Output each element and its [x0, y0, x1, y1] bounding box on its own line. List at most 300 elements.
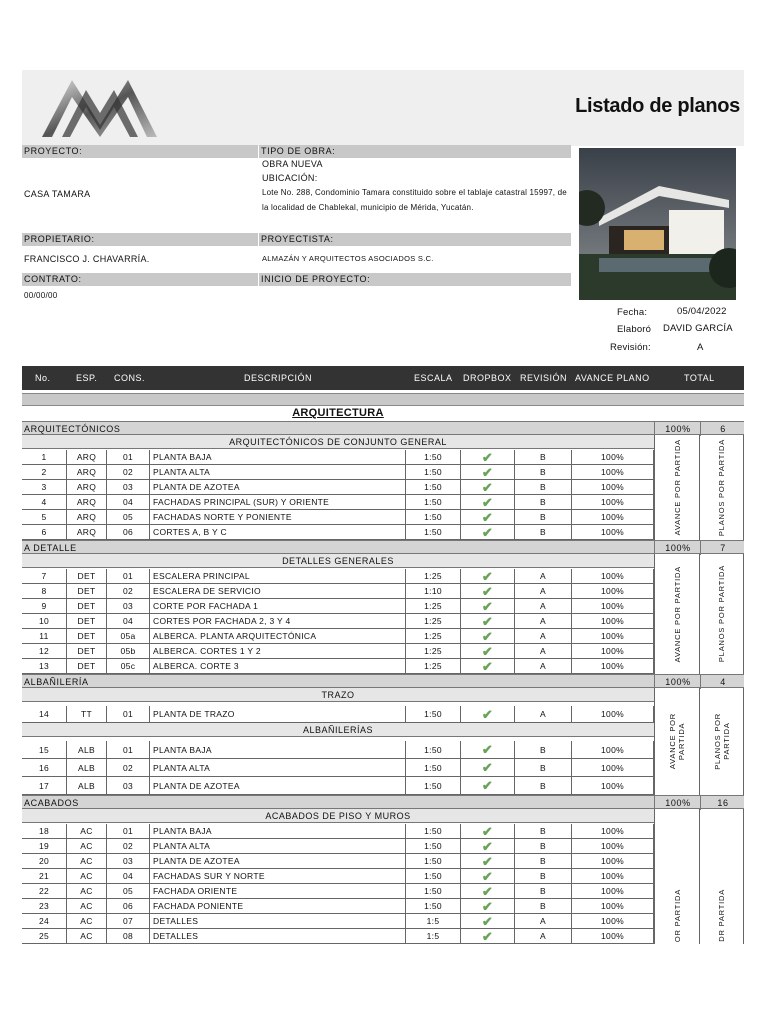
cell-esp: DET — [67, 599, 107, 613]
table-row[interactable] — [22, 777, 654, 795]
cell-cons: 05a — [107, 629, 150, 643]
checkmark-icon: ✔ — [481, 898, 494, 914]
checkmark-icon: ✔ — [481, 524, 494, 540]
cell-scale: 1:5 — [406, 929, 461, 943]
cell-scale: 1:25 — [406, 599, 461, 613]
category-name: ACABADOS — [24, 798, 79, 808]
checkmark-icon: ✔ — [481, 479, 494, 495]
cell-revision: B — [515, 824, 572, 838]
cell-esp: ALB — [67, 741, 107, 758]
cell-cons: 04 — [107, 614, 150, 628]
cell-description: PLANTA ALTA — [150, 465, 406, 479]
cell-revision: B — [515, 741, 572, 758]
cell-cons: 05b — [107, 644, 150, 658]
vertical-label-line: PLANOS POR — [712, 713, 722, 770]
table-row[interactable] — [22, 899, 654, 914]
category-name: A DETALLE — [24, 543, 77, 553]
cell-scale: 1:50 — [406, 465, 461, 479]
cell-description: PLANTA BAJA — [150, 450, 406, 464]
checkmark-icon: ✔ — [481, 823, 494, 839]
section-title: ARQUITECTURA — [292, 407, 384, 419]
designer-value: ALMAZÁN Y ARQUITECTOS ASOCIADOS S.C. — [262, 254, 434, 263]
checkmark-icon: ✔ — [481, 494, 494, 510]
cell-plan-progress: 100% — [572, 629, 654, 643]
cell-dropbox — [461, 929, 515, 943]
col-plan-progress: AVANCE PLANO — [575, 373, 650, 383]
cell-no: 11 — [22, 629, 67, 643]
designer-label: PROYECTISTA: — [259, 233, 571, 246]
checkmark-icon: ✔ — [481, 838, 494, 854]
cell-no: 25 — [22, 929, 67, 943]
cell-no: 3 — [22, 480, 67, 494]
cell-description: PLANTA DE TRAZO — [150, 706, 406, 722]
cell-description: ALBERCA. PLANTA ARQUITECTÓNICA — [150, 629, 406, 643]
cell-esp: DET — [67, 569, 107, 583]
cell-dropbox — [461, 450, 515, 464]
cell-dropbox — [461, 599, 515, 613]
cell-scale: 1:50 — [406, 899, 461, 913]
cell-esp: ALB — [67, 777, 107, 794]
cell-description: PLANTA ALTA — [150, 759, 406, 776]
table-row[interactable] — [22, 584, 654, 599]
cell-cons: 01 — [107, 706, 150, 722]
cell-esp: AC — [67, 839, 107, 853]
cell-scale: 1:50 — [406, 854, 461, 868]
cell-scale: 1:50 — [406, 741, 461, 758]
cell-dropbox — [461, 614, 515, 628]
table-row[interactable] — [22, 450, 654, 465]
cell-plan-progress: 100% — [572, 644, 654, 658]
cell-esp: ARQ — [67, 465, 107, 479]
cell-dropbox — [461, 629, 515, 643]
cell-description: FACHADAS SUR Y NORTE — [150, 869, 406, 883]
cell-cons: 08 — [107, 929, 150, 943]
project-start-label: INICIO DE PROYECTO: — [259, 273, 571, 286]
prepared-by-value: DAVID GARCÍA — [663, 323, 733, 334]
cell-description: PLANTA DE AZOTEA — [150, 854, 406, 868]
cell-scale: 1:25 — [406, 644, 461, 658]
category-row — [22, 540, 744, 554]
cell-esp: DET — [67, 584, 107, 598]
cell-no: 7 — [22, 569, 67, 583]
work-type-label: TIPO DE OBRA: — [259, 145, 571, 158]
company-logo — [42, 75, 157, 140]
cell-description: ALBERCA. CORTE 3 — [150, 659, 406, 673]
cell-dropbox — [461, 495, 515, 509]
cell-cons: 03 — [107, 854, 150, 868]
cell-cons: 07 — [107, 914, 150, 928]
category-progress-vertical-label — [654, 688, 700, 795]
cell-scale: 1:50 — [406, 824, 461, 838]
checkmark-icon: ✔ — [481, 778, 494, 793]
table-row[interactable] — [22, 839, 654, 854]
table-row[interactable] — [22, 759, 654, 777]
cell-plan-progress: 100% — [572, 584, 654, 598]
cell-revision: B — [515, 525, 572, 539]
cell-cons: 02 — [107, 759, 150, 776]
cell-dropbox — [461, 759, 515, 776]
cell-dropbox — [461, 777, 515, 794]
checkmark-icon: ✔ — [481, 628, 494, 644]
cell-dropbox — [461, 869, 515, 883]
cell-plan-progress: 100% — [572, 777, 654, 794]
checkmark-icon: ✔ — [481, 449, 494, 465]
cell-scale: 1:50 — [406, 884, 461, 898]
category-count: 7 — [700, 541, 745, 555]
cell-esp: DET — [67, 659, 107, 673]
cell-scale: 1:5 — [406, 914, 461, 928]
cell-revision: B — [515, 884, 572, 898]
cell-plan-progress: 100% — [572, 569, 654, 583]
cell-plan-progress: 100% — [572, 599, 654, 613]
cell-revision: B — [515, 777, 572, 794]
table-row[interactable] — [22, 614, 654, 629]
cell-plan-progress: 100% — [572, 480, 654, 494]
cell-no: 14 — [22, 706, 67, 722]
cell-cons: 03 — [107, 599, 150, 613]
cell-esp: AC — [67, 854, 107, 868]
category-plans-vertical-label: PLANOS POR PARTIDA — [700, 435, 744, 540]
table-row[interactable] — [22, 569, 654, 584]
cell-plan-progress: 100% — [572, 759, 654, 776]
cell-dropbox — [461, 824, 515, 838]
cell-dropbox — [461, 510, 515, 524]
cell-cons: 01 — [107, 569, 150, 583]
cell-scale: 1:25 — [406, 659, 461, 673]
checkmark-icon: ✔ — [481, 509, 494, 525]
cell-esp: ARQ — [67, 525, 107, 539]
cell-revision: A — [515, 629, 572, 643]
checkmark-icon: ✔ — [481, 742, 494, 757]
cell-no: 18 — [22, 824, 67, 838]
cell-no: 20 — [22, 854, 67, 868]
cell-revision: A — [515, 914, 572, 928]
cell-no: 4 — [22, 495, 67, 509]
checkmark-icon: ✔ — [481, 913, 494, 929]
cell-dropbox — [461, 480, 515, 494]
cell-cons: 05 — [107, 510, 150, 524]
cell-dropbox — [461, 584, 515, 598]
table-row[interactable] — [22, 884, 654, 899]
category-plans-vertical-label: DR PARTIDA — [700, 809, 744, 944]
col-esp: ESP. — [76, 373, 98, 383]
cell-plan-progress: 100% — [572, 884, 654, 898]
vertical-label-line: PARTIDA — [677, 722, 686, 761]
table-row[interactable] — [22, 480, 654, 495]
cell-plan-progress: 100% — [572, 495, 654, 509]
table-row[interactable] — [22, 495, 654, 510]
prepared-by-label: Elaboró — [617, 324, 652, 335]
col-dropbox: DROPBOX — [463, 373, 512, 383]
table-row[interactable] — [22, 644, 654, 659]
cell-revision: B — [515, 759, 572, 776]
cell-plan-progress: 100% — [572, 824, 654, 838]
cell-esp: DET — [67, 614, 107, 628]
cell-scale: 1:25 — [406, 569, 461, 583]
top-banner — [22, 70, 744, 146]
cell-description: FACHADAS PRINCIPAL (SUR) Y ORIENTE — [150, 495, 406, 509]
category-count: 4 — [700, 675, 745, 689]
category-plans-vertical-label — [700, 688, 744, 795]
cell-description: CORTES POR FACHADA 2, 3 Y 4 — [150, 614, 406, 628]
vertical-label-line: AVANCE POR — [668, 713, 677, 770]
cell-plan-progress: 100% — [572, 869, 654, 883]
cell-dropbox — [461, 465, 515, 479]
cell-no: 16 — [22, 759, 67, 776]
category-progress-vertical-label: AVANCE POR PARTIDA — [654, 554, 700, 674]
category-progress-vertical-label: AVANCE POR PARTIDA — [654, 435, 700, 540]
cell-dropbox — [461, 525, 515, 539]
section-band — [22, 393, 744, 406]
cell-no: 1 — [22, 450, 67, 464]
cell-esp: AC — [67, 914, 107, 928]
cell-revision: A — [515, 929, 572, 943]
cell-description: CORTES A, B Y C — [150, 525, 406, 539]
project-label: PROYECTO: — [22, 145, 258, 158]
checkmark-icon: ✔ — [481, 928, 494, 944]
cell-cons: 01 — [107, 824, 150, 838]
checkmark-icon: ✔ — [481, 658, 494, 674]
cell-dropbox — [461, 839, 515, 853]
cell-esp: DET — [67, 644, 107, 658]
table-row[interactable] — [22, 525, 654, 540]
cell-revision: A — [515, 614, 572, 628]
category-progress: 100% — [654, 422, 701, 436]
cell-dropbox — [461, 884, 515, 898]
cell-revision: B — [515, 839, 572, 853]
category-row — [22, 421, 744, 435]
cell-scale: 1:50 — [406, 510, 461, 524]
subgroup-row: DETALLES GENERALES — [22, 554, 654, 568]
cell-scale: 1:50 — [406, 759, 461, 776]
table-row[interactable] — [22, 824, 654, 839]
cell-no: 12 — [22, 644, 67, 658]
cell-esp: ARQ — [67, 510, 107, 524]
table-row[interactable] — [22, 510, 654, 525]
checkmark-icon: ✔ — [481, 760, 494, 775]
checkmark-icon: ✔ — [481, 706, 494, 722]
table-row[interactable] — [22, 854, 654, 869]
col-revision: REVISIÓN — [520, 373, 568, 383]
owner-value: FRANCISCO J. CHAVARRÍA. — [24, 254, 150, 264]
cell-esp: DET — [67, 629, 107, 643]
checkmark-icon: ✔ — [481, 883, 494, 899]
subgroup-row: TRAZO — [22, 688, 654, 702]
cell-no: 22 — [22, 884, 67, 898]
col-scale: ESCALA — [414, 373, 453, 383]
category-count: 6 — [700, 422, 745, 436]
cell-esp: TT — [67, 706, 107, 722]
cell-no: 21 — [22, 869, 67, 883]
contract-value: 00/00/00 — [24, 291, 58, 300]
category-plans-vertical-label: PLANOS POR PARTIDA — [700, 554, 744, 674]
cell-revision: A — [515, 584, 572, 598]
cell-revision: A — [515, 659, 572, 673]
cell-scale: 1:50 — [406, 525, 461, 539]
subgroup-row: ALBAÑILERÍAS — [22, 723, 654, 737]
cell-esp: AC — [67, 824, 107, 838]
cell-plan-progress: 100% — [572, 839, 654, 853]
cell-no: 2 — [22, 465, 67, 479]
cell-dropbox — [461, 569, 515, 583]
cell-scale: 1:25 — [406, 629, 461, 643]
document-title: Listado de planos — [575, 95, 740, 117]
table-row[interactable] — [22, 706, 654, 723]
cell-description: CORTE POR FACHADA 1 — [150, 599, 406, 613]
cell-revision: B — [515, 869, 572, 883]
cell-description: ESCALERA DE SERVICIO — [150, 584, 406, 598]
cell-dropbox — [461, 899, 515, 913]
cell-esp: ALB — [67, 759, 107, 776]
cell-description: ALBERCA. CORTES 1 Y 2 — [150, 644, 406, 658]
table-row[interactable] — [22, 914, 654, 929]
cell-no: 5 — [22, 510, 67, 524]
revision-label: Revisión: — [610, 342, 651, 353]
table-header — [22, 366, 744, 390]
cell-description: DETALLES — [150, 929, 406, 943]
cell-cons: 03 — [107, 777, 150, 794]
checkmark-icon: ✔ — [481, 583, 494, 599]
category-name: ALBAÑILERÍA — [24, 677, 89, 687]
cell-scale: 1:50 — [406, 839, 461, 853]
location-label: UBICACIÓN: — [262, 173, 318, 183]
cell-no: 15 — [22, 741, 67, 758]
category-progress-vertical-label: OR PARTIDA — [654, 809, 700, 944]
owner-label: PROPIETARIO: — [22, 233, 258, 246]
cell-plan-progress: 100% — [572, 929, 654, 943]
category-progress: 100% — [654, 675, 701, 689]
cell-plan-progress: 100% — [572, 659, 654, 673]
subgroup-row: ARQUITECTÓNICOS DE CONJUNTO GENERAL — [22, 435, 654, 449]
cell-description: PLANTA DE AZOTEA — [150, 777, 406, 794]
location-value: Lote No. 288, Condominio Tamara constituido sobre el tablaje catastral 15997, de la localidad de Chablekal, municipio de Mérida, Yucatán. — [262, 188, 567, 212]
cell-description: PLANTA BAJA — [150, 824, 406, 838]
cell-plan-progress: 100% — [572, 614, 654, 628]
cell-no: 10 — [22, 614, 67, 628]
cell-cons: 02 — [107, 839, 150, 853]
cell-revision: A — [515, 706, 572, 722]
cell-scale: 1:50 — [406, 495, 461, 509]
cell-cons: 02 — [107, 584, 150, 598]
cell-cons: 03 — [107, 480, 150, 494]
category-progress: 100% — [654, 796, 701, 810]
cell-dropbox — [461, 914, 515, 928]
work-type-value: OBRA NUEVA — [262, 159, 323, 169]
col-description: DESCRIPCIÓN — [244, 373, 313, 383]
table-row[interactable] — [22, 869, 654, 884]
col-no: No. — [35, 373, 51, 383]
cell-dropbox — [461, 644, 515, 658]
category-row — [22, 795, 744, 809]
cell-cons: 04 — [107, 495, 150, 509]
cell-esp: ARQ — [67, 480, 107, 494]
cell-revision: A — [515, 569, 572, 583]
cell-no: 9 — [22, 599, 67, 613]
table-row[interactable] — [22, 741, 654, 759]
cell-cons: 01 — [107, 450, 150, 464]
cell-no: 13 — [22, 659, 67, 673]
cell-esp: ARQ — [67, 495, 107, 509]
cell-description: FACHADA ORIENTE — [150, 884, 406, 898]
table-row[interactable] — [22, 465, 654, 480]
category-name: ARQUITECTÓNICOS — [24, 424, 121, 434]
checkmark-icon: ✔ — [481, 598, 494, 614]
table-row[interactable] — [22, 929, 654, 944]
cell-dropbox — [461, 706, 515, 722]
cell-plan-progress: 100% — [572, 854, 654, 868]
cell-no: 23 — [22, 899, 67, 913]
table-row[interactable] — [22, 659, 654, 674]
col-total: TOTAL — [684, 373, 715, 383]
cell-revision: A — [515, 644, 572, 658]
cell-description: PLANTA BAJA — [150, 741, 406, 758]
cell-cons: 06 — [107, 899, 150, 913]
vertical-label-line: PARTIDA — [721, 722, 731, 761]
cell-cons: 04 — [107, 869, 150, 883]
cell-no: 17 — [22, 777, 67, 794]
cell-scale: 1:50 — [406, 450, 461, 464]
cell-no: 24 — [22, 914, 67, 928]
category-count: 16 — [700, 796, 745, 810]
cell-scale: 1:25 — [406, 614, 461, 628]
cell-revision: B — [515, 450, 572, 464]
cell-no: 6 — [22, 525, 67, 539]
cell-revision: B — [515, 465, 572, 479]
cell-description: ESCALERA PRINCIPAL — [150, 569, 406, 583]
cell-revision: B — [515, 495, 572, 509]
cell-dropbox — [461, 741, 515, 758]
cell-plan-progress: 100% — [572, 465, 654, 479]
checkmark-icon: ✔ — [481, 568, 494, 584]
cell-description: PLANTA DE AZOTEA — [150, 480, 406, 494]
cell-cons: 05c — [107, 659, 150, 673]
cell-plan-progress: 100% — [572, 741, 654, 758]
cell-plan-progress: 100% — [572, 914, 654, 928]
cell-dropbox — [461, 854, 515, 868]
cell-plan-progress: 100% — [572, 525, 654, 539]
cell-scale: 1:50 — [406, 777, 461, 794]
cell-scale: 1:10 — [406, 584, 461, 598]
table-row[interactable] — [22, 599, 654, 614]
cell-revision: A — [515, 599, 572, 613]
cell-esp: AC — [67, 869, 107, 883]
cell-scale: 1:50 — [406, 480, 461, 494]
cell-description: FACHADA PONIENTE — [150, 899, 406, 913]
cell-no: 8 — [22, 584, 67, 598]
cell-plan-progress: 100% — [572, 706, 654, 722]
revision-value: A — [697, 342, 704, 353]
cell-esp: ARQ — [67, 450, 107, 464]
cell-cons: 06 — [107, 525, 150, 539]
category-progress: 100% — [654, 541, 701, 555]
cell-revision: B — [515, 899, 572, 913]
subgroup-row: ACABADOS DE PISO Y MUROS — [22, 809, 654, 823]
cell-esp: AC — [67, 884, 107, 898]
cell-revision: B — [515, 480, 572, 494]
cell-revision: B — [515, 510, 572, 524]
category-row — [22, 674, 744, 688]
cell-plan-progress: 100% — [572, 510, 654, 524]
cell-scale: 1:50 — [406, 869, 461, 883]
cell-esp: AC — [67, 899, 107, 913]
cell-revision: B — [515, 854, 572, 868]
table-row[interactable] — [22, 629, 654, 644]
date-label: Fecha: — [617, 307, 648, 318]
checkmark-icon: ✔ — [481, 613, 494, 629]
cell-plan-progress: 100% — [572, 899, 654, 913]
contract-label: CONTRATO: — [22, 273, 258, 286]
checkmark-icon: ✔ — [481, 464, 494, 480]
